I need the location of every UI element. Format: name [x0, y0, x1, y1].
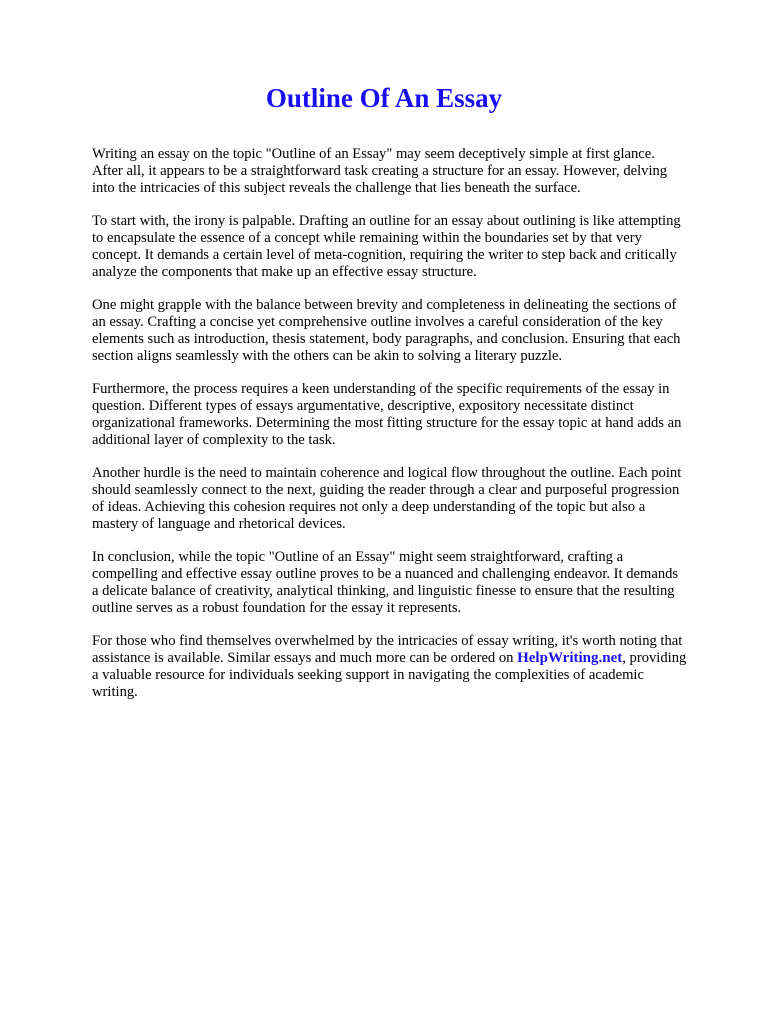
paragraph-6: In conclusion, while the topic "Outline of an Essay" might seem straightforward, crafting a compelling and effective essay outline proves to be a nuanced and challenging endeavor. It demands a delicate balance of creativity, analytical thinking, and linguistic finesse to ensure that the resulting outline serves as a robust foundation for the essay it represents.	[92, 549, 679, 616]
paragraph-3: One might grapple with the balance between brevity and completeness in delineating the sections of an essay. Crafting a concise yet comprehensive outline involves a careful consideration of the key elements such as introduction, thesis statement, body paragraphs, and conclusion. Ensuring that each section aligns seamlessly with the others can be akin to solving a literary puzzle.	[92, 297, 681, 364]
document-title: Outline Of An Essay	[265, 83, 503, 113]
helpwriting-link[interactable]: HelpWriting.net	[517, 650, 623, 666]
closing-paragraph	[92, 633, 716, 701]
paragraph-5: Another hurdle is the need to maintain coherence and logical flow throughout the outline. Each point should seamlessly connect to the next, guiding the reader through a clear and purposeful progression of ideas. Achieving this cohesion requires not only a deep understanding of the topic but also a mastery of language and rhetorical devices.	[92, 465, 682, 532]
paragraph-1: Writing an essay on the topic "Outline of an Essay" may seem deceptively simple at first glance. After all, it appears to be a straightforward task creating a structure for an essay. However, delving into the intricacies of this subject reveals the challenge that lies beneath the surface.	[92, 146, 668, 196]
paragraph-4: Furthermore, the process requires a keen understanding of the specific requirements of the essay in question. Different types of essays argumentative, descriptive, expository necessitate distinct organizational frameworks. Determining the most fitting structure for the essay topic at hand adds an additional layer of complexity to the task.	[92, 381, 682, 448]
closing-text-after-link: , providing a valuable resource for individuals seeking support in navigating the complexities of academic writing.	[92, 650, 687, 700]
closing-text-before-link: For those who find themselves overwhelmed by the intricacies of essay writing, it's worth noting that assistance is available. Similar essays and much more can be ordered on	[92, 633, 683, 666]
paragraph-2: To start with, the irony is palpable. Drafting an outline for an essay about outlining is like attempting to encapsulate the essence of a concept while remaining within the boundaries set by that very concept. It demands a certain level of meta-cognition, requiring the writer to step back and critically analyze the components that make up an effective essay structure.	[92, 213, 681, 280]
